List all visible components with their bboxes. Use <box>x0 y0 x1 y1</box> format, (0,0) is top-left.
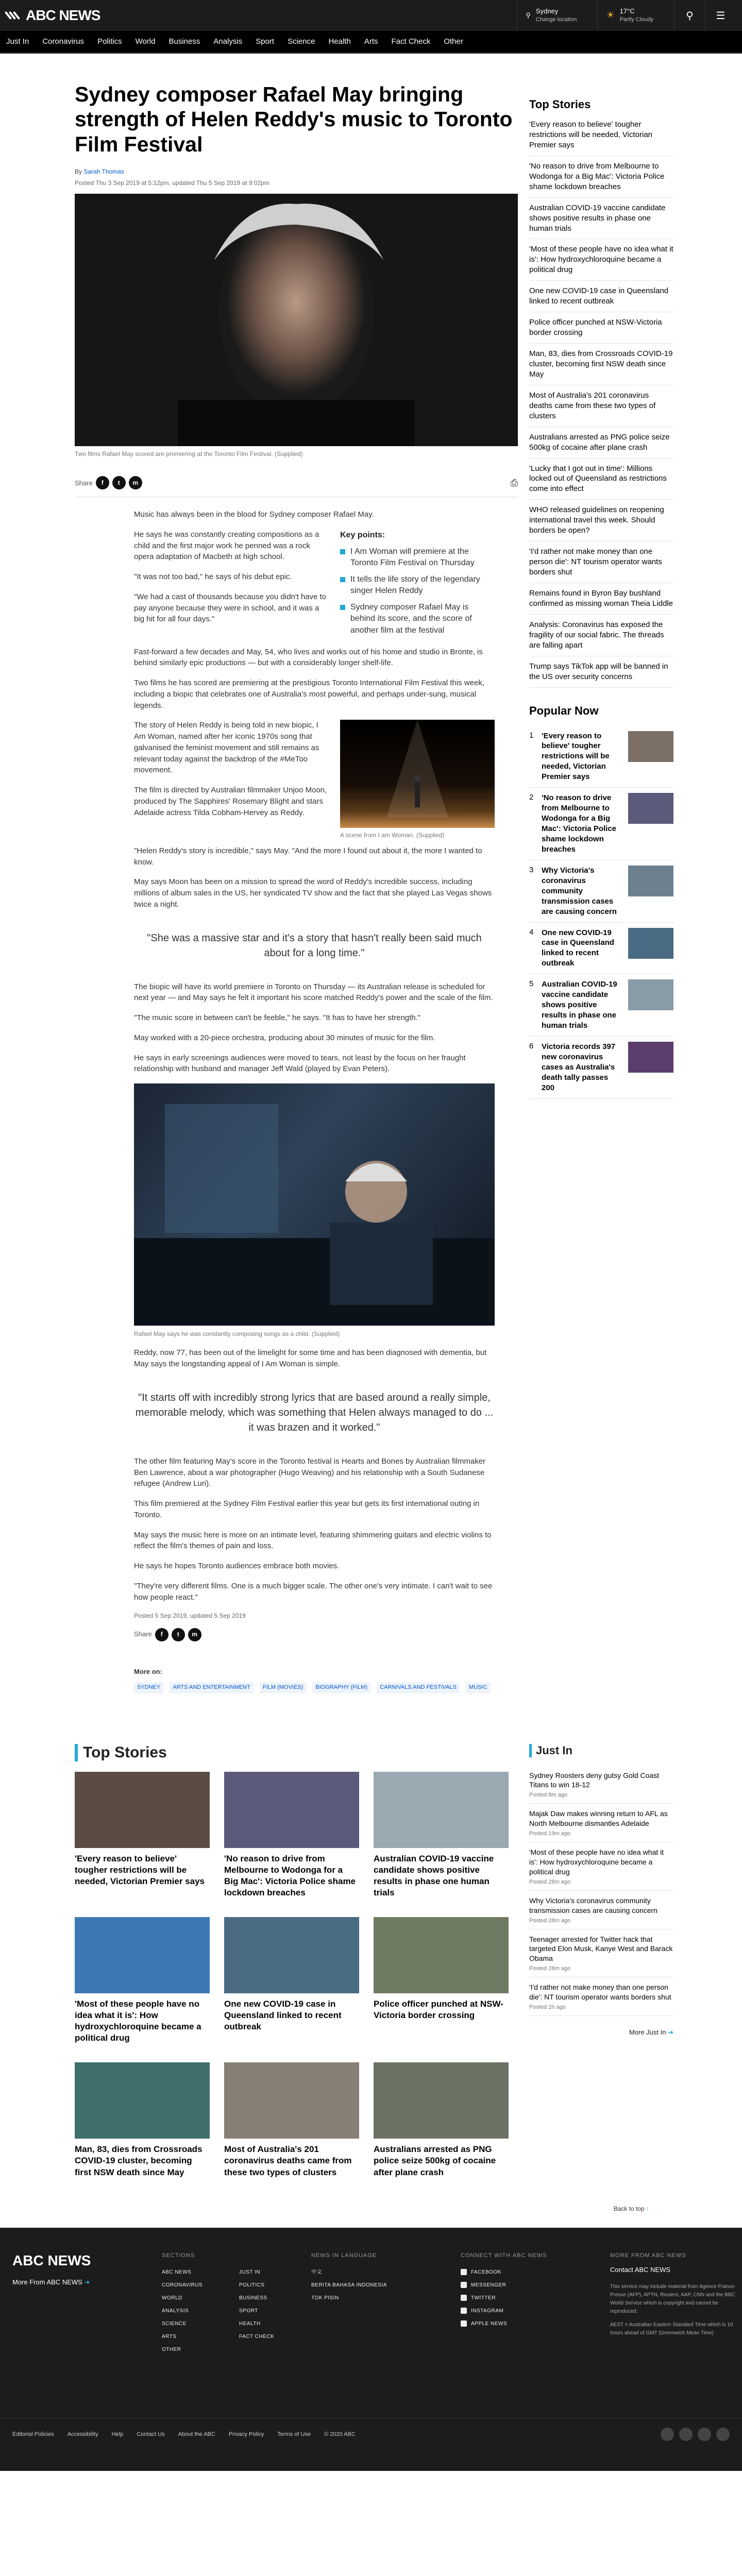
abc-logo-icon <box>6 10 22 21</box>
search-button[interactable] <box>674 0 705 31</box>
temperature: 17°C <box>619 7 635 15</box>
key-point: Sydney composer Rafael May is behind its score, and the score of another film at the festival <box>340 602 495 636</box>
just-in-heading: Just In <box>529 1744 673 1757</box>
youtube-icon[interactable] <box>716 2428 730 2441</box>
weather-condition: Partly Cloudy <box>619 16 653 23</box>
key-point: I Am Woman will premiere at the Toronto Film Festival on Thursday <box>340 546 495 569</box>
story-card[interactable]: One new COVID-19 case in Queensland linked to recent outbreak <box>224 1917 359 2044</box>
footer-connect: CONNECT WITH ABC NEWS FACEBOOK MESSENGER TWITTER INSTAGRAM APPLE NEWS <box>461 2252 610 2356</box>
popular-item[interactable]: 1 'Every reason to believe' tougher restrictions will be needed, Victorian Premier says <box>529 726 673 788</box>
weather-sun-icon: ☀ <box>606 10 615 21</box>
top-stories-grid-heading: Top Stories <box>75 1744 518 1761</box>
footer-logo[interactable]: ABC NEWS <box>12 2252 91 2268</box>
story-card[interactable]: Most of Australia's 201 coronavirus deaths came from these two types of clusters <box>224 2062 359 2178</box>
studio-photo <box>134 1083 495 1326</box>
weather-widget[interactable] <box>597 0 674 31</box>
popular-thumbnail <box>628 1042 673 1073</box>
twitter-share-icon[interactable]: t <box>112 476 126 489</box>
footer-bottom <box>0 2418 742 2450</box>
story-link[interactable]: 'Most of these people have no idea what it is': How hydroxychloroquine became a political drug <box>529 239 673 281</box>
arrow-right-icon: ➜ <box>668 2028 673 2037</box>
lower-section <box>0 1698 742 2178</box>
footer-link[interactable]: ARTS <box>162 2333 177 2340</box>
footer <box>0 2228 742 2471</box>
facebook-icon <box>461 2269 467 2275</box>
story-image <box>224 1772 359 1848</box>
stage-photo <box>340 720 495 828</box>
nav-health[interactable]: Health <box>328 37 351 46</box>
footer-link[interactable]: About the ABC <box>178 2431 215 2437</box>
share-bar: Share f t m ⎙ <box>75 476 518 497</box>
story-link[interactable]: WHO released guidelines on reopening international travel this week. Should borders be open? <box>529 500 673 541</box>
popular-now-heading: Popular Now <box>529 704 599 717</box>
article-dates: Posted Thu 3 Sep 2019 at 5:12pm, updated Thu 5 Sep 2019 at 9:02pm <box>75 179 269 187</box>
footer-sections: SECTIONS ABC NEWS CORONAVIRUS WORLD ANALYSIS SCIENCE ARTS OTHER JUST IN POLITICS BUSINESS SPORT HEALTH FACT CHECK <box>162 2252 311 2356</box>
nav-arts[interactable]: Arts <box>364 37 378 46</box>
story-image <box>75 1772 210 1848</box>
article-title: Sydney composer Rafael May bringing strength of Helen Reddy's music to Toronto Film Festival <box>75 82 513 156</box>
story-image <box>75 1917 210 1993</box>
messenger-share-icon[interactable]: m <box>129 476 142 489</box>
author-link[interactable]: Sarah Thomas <box>83 168 124 176</box>
tag-link[interactable]: ARTS AND ENTERTAINMENT <box>170 1682 253 1693</box>
footer-languages: NEWS IN LANGUAGE 中文 BERITA BAHASA INDONESIA TOK PISIN <box>311 2252 461 2356</box>
twitter-icon <box>461 2295 467 2301</box>
tag-link[interactable]: FILM (MOVIES) <box>260 1682 306 1693</box>
nav-science[interactable]: Science <box>288 37 315 46</box>
story-card[interactable]: 'No reason to drive from Melbourne to Wodonga for a Big Mac': Victoria Police shame lockdown breaches <box>224 1772 359 1899</box>
story-link[interactable]: 'Every reason to believe' tougher restrictions will be needed, Victorian Premier says <box>529 120 673 156</box>
just-in-item[interactable]: Teenager arrested for Twitter hack that targeted Elon Musk, Kanye West and Barack Obama Posted 28m ago <box>529 1929 673 1978</box>
story-link[interactable]: Analysis: Coronavirus has exposed the fragility of our social fabric. The threads are falling apart <box>529 615 673 656</box>
story-link[interactable]: Remains found in Byron Bay bushland confirmed as missing woman Theia Liddle <box>529 583 673 615</box>
footer-link[interactable]: HEALTH <box>239 2320 261 2327</box>
twitter-link[interactable]: TWITTER <box>461 2292 610 2304</box>
nav-coronavirus[interactable]: Coronavirus <box>42 37 85 46</box>
popular-now <box>529 704 673 1099</box>
popular-thumbnail <box>628 979 673 1010</box>
popular-thumbnail <box>628 793 673 824</box>
popular-thumbnail <box>628 928 673 959</box>
pull-quote: "It starts off with incredibly strong lyrics that are based around a really simple, memorable melody, which was something that Helen always managed to do ... it was brazen and it worked." <box>135 1392 494 1433</box>
just-in-item[interactable]: Why Victoria's coronavirus community transmission cases are causing concern Posted 28m ago <box>529 1891 673 1929</box>
footer-link[interactable]: ANALYSIS <box>162 2308 189 2314</box>
footer-link[interactable]: Privacy Policy <box>228 2431 264 2437</box>
key-point: It tells the life story of the legendary singer Helen Reddy <box>340 574 495 597</box>
popular-item[interactable]: 3 Why Victoria's coronavirus community transmission cases are causing concern <box>529 860 673 923</box>
messenger-icon <box>461 2282 467 2288</box>
footer-link[interactable]: POLITICS <box>239 2282 265 2288</box>
print-icon[interactable]: ⎙ <box>510 477 518 488</box>
footer-link[interactable]: CORONAVIRUS <box>162 2282 203 2288</box>
nav-sport[interactable]: Sport <box>256 37 275 46</box>
popular-item[interactable]: 2 'No reason to drive from Melbourne to Wodonga for a Big Mac': Victoria Police shame lockdown breaches <box>529 788 673 860</box>
top-stories-heading: Top Stories <box>529 98 591 111</box>
top-stories-grid <box>75 1744 518 2178</box>
instagram-icon <box>461 2308 467 2314</box>
portrait-illustration <box>75 194 518 446</box>
footer-link[interactable]: Editorial Policies <box>12 2431 54 2437</box>
footer-link[interactable]: ABC NEWS <box>162 2269 192 2275</box>
nav-world[interactable]: World <box>135 37 156 46</box>
studio-caption: Rafael May says he was constantly composing songs as a child. (Supplied) <box>134 1330 340 1337</box>
tag-link[interactable]: BIOGRAPHY (FILM) <box>312 1682 370 1693</box>
footer-link[interactable]: SCIENCE <box>162 2320 187 2327</box>
story-link[interactable]: Australian COVID-19 vaccine candidate shows positive results in phase one human trials <box>529 198 673 240</box>
search-icon: ⚲ <box>686 10 694 22</box>
footer-link[interactable]: Terms of Use <box>277 2431 311 2437</box>
topic-tags <box>134 1681 495 1698</box>
key-points: Key points: I Am Woman will premiere at the Toronto Film Festival on Thursday It tells the life story of the legendary singer Helen Reddy Sydney composer Rafael May is behind its score, and the score of another film at the festival <box>340 529 495 641</box>
facebook-link[interactable]: FACEBOOK <box>461 2266 610 2279</box>
popular-thumbnail <box>628 866 673 896</box>
main-nav <box>0 31 742 54</box>
footer-link[interactable]: TOK PISIN <box>311 2295 339 2301</box>
story-card[interactable]: 'Most of these people have no idea what it is': How hydroxychloroquine became a political drug <box>75 1917 210 2044</box>
arrow-right-icon: ➜ <box>84 2278 90 2286</box>
more-on-label: More on: <box>134 1667 162 1675</box>
story-link[interactable]: One new COVID-19 case in Queensland linked to recent outbreak <box>529 281 673 312</box>
facebook-share-icon[interactable]: f <box>155 1628 168 1641</box>
nav-politics[interactable]: Politics <box>97 37 122 46</box>
footer-link[interactable]: JUST IN <box>239 2269 261 2275</box>
story-link[interactable]: Police officer punched at NSW-Victoria border crossing <box>529 312 673 344</box>
just-in-item[interactable]: 'Most of these people have no idea what it is': How hydroxychloroquine became a political drug Posted 28m ago <box>529 1842 673 1891</box>
menu-button[interactable] <box>705 0 736 31</box>
story-link[interactable]: Man, 83, dies from Crossroads COVID-19 cluster, becoming first NSW death since May <box>529 344 673 385</box>
story-card[interactable]: Police officer punched at NSW-Victoria border crossing <box>374 1917 509 2044</box>
instagram-link[interactable]: INSTAGRAM <box>461 2304 610 2317</box>
apple-news-link[interactable]: APPLE NEWS <box>461 2317 610 2330</box>
story-card[interactable]: Australians arrested as PNG police seize 500kg of cocaine after plane crash <box>374 2062 509 2178</box>
copyright: © 2020 ABC <box>324 2431 356 2437</box>
story-image <box>75 2062 210 2139</box>
tag-link[interactable]: SYDNEY <box>134 1682 163 1693</box>
footer-link[interactable]: WORLD <box>162 2295 182 2301</box>
hamburger-menu-icon: ☰ <box>716 10 726 22</box>
pull-quote: "She was a massive star and it's a story that hasn't really been said much about for a long time." <box>147 932 482 959</box>
popular-thumbnail <box>628 731 673 762</box>
story-image <box>374 1772 509 1848</box>
story-card[interactable]: Australian COVID-19 vaccine candidate shows positive results in phase one human trials <box>374 1772 509 1899</box>
footer-link[interactable]: FACT CHECK <box>239 2333 275 2340</box>
inline-caption: A scene from I am Woman. (Supplied) <box>340 832 445 839</box>
just-in-item[interactable]: Sydney Roosters deny gutsy Gold Coast Titans to win 18-12 Posted 8m ago <box>529 1766 673 1804</box>
top-bar <box>0 0 742 31</box>
posted-date: Posted 5 Sep 2019, updated 5 Sep 2019 <box>134 1612 246 1620</box>
just-in-item[interactable]: 'I'd rather not make money than one person die': NT tourism operator wants borders shut Posted 2h ago <box>529 1977 673 2016</box>
story-image <box>374 2062 509 2139</box>
story-card[interactable]: 'Every reason to believe' tougher restrictions will be needed, Victorian Premier says <box>75 1772 210 1899</box>
hero-caption: Two films Rafael May scored are premiering at the Toronto Film Festival. (Supplied) <box>75 450 303 458</box>
story-image <box>224 2062 359 2139</box>
facebook-icon[interactable] <box>661 2428 674 2441</box>
instagram-icon[interactable] <box>698 2428 711 2441</box>
top-stories-list <box>529 120 673 688</box>
footer-link[interactable]: SPORT <box>239 2308 258 2314</box>
nav-fact-check[interactable]: Fact Check <box>391 37 431 46</box>
popular-item[interactable]: 5 Australian COVID-19 vaccine candidate shows positive results in phase one human trials <box>529 974 673 1037</box>
story-link[interactable]: 'I'd rather not make money than one person die': NT tourism operator wants borders shut <box>529 541 673 583</box>
nav-other[interactable]: Other <box>444 37 463 46</box>
nav-just-in[interactable]: Just In <box>6 37 29 46</box>
popular-item[interactable]: 6 Victoria records 397 new coronavirus cases as Australia's death tally passes 200 <box>529 1037 673 1099</box>
story-link[interactable]: Trump says TikTok app will be banned in the US over security concerns <box>529 656 673 688</box>
just-in-item[interactable]: Majak Daw makes winning return to AFL as North Melbourne dismantles Adelaide Posted 19m ago <box>529 1804 673 1842</box>
back-to-top-link[interactable]: Back to top ↑ <box>613 2205 649 2212</box>
tag-link[interactable]: MUSIC <box>466 1682 490 1693</box>
story-image <box>374 1917 509 1993</box>
footer-link[interactable]: 中文 <box>311 2269 322 2275</box>
story-link[interactable]: Most of Australia's 201 coronavirus deaths came from these two types of clusters <box>529 385 673 427</box>
nav-business[interactable]: Business <box>168 37 200 46</box>
story-card[interactable]: Man, 83, dies from Crossroads COVID-19 cluster, becoming first NSW death since May <box>75 2062 210 2178</box>
article <box>75 54 518 1698</box>
share-bar-bottom: Share f t m <box>134 1628 495 1649</box>
twitter-share-icon[interactable]: t <box>172 1628 185 1641</box>
inline-image <box>340 720 495 840</box>
more-just-in-link[interactable]: More Just In ➜ <box>629 2028 673 2037</box>
footer-link[interactable]: BERITA BAHASA INDONESIA <box>311 2282 387 2288</box>
story-link[interactable]: Australians arrested as PNG police seize 500kg of cocaine after plane crash <box>529 427 673 459</box>
footer-link[interactable]: Accessibility <box>67 2431 98 2437</box>
location-pin-icon: ⚲ <box>526 11 531 19</box>
footer-link[interactable]: BUSINESS <box>239 2295 267 2301</box>
abc-news-logo[interactable]: ABC NEWS <box>6 7 100 24</box>
twitter-icon[interactable] <box>679 2428 693 2441</box>
footer-link[interactable]: OTHER <box>162 2346 181 2352</box>
arrow-up-icon: ↑ <box>646 2205 649 2212</box>
sidebar <box>529 54 673 1698</box>
location-name: Sydney <box>535 7 559 15</box>
apple-news-icon <box>461 2320 467 2327</box>
footer-more-from: MORE FROM ABC NEWS Contact ABC NEWS This service may include material from Agence France-Presse (AFP), APTN, Reuters, AAP, CNN and the BBC World Service which is copyright and cannot be reproduced. AEST = Australian Eastern Standard Time which is 10 hours ahead of GMT (Greenwich Mean Time) <box>610 2252 739 2356</box>
location-picker[interactable] <box>517 0 597 31</box>
change-location-link[interactable]: Change location <box>535 16 577 23</box>
messenger-share-icon[interactable]: m <box>188 1628 201 1641</box>
article-body: Music has always been in the blood for Sydney composer Rafael May. Key points: I Am Woman will premiere at the Toronto Film Festival on Thursday It tells the life story of the legendary singer Helen Reddy Sydney composer Rafael May is behind its score, and the score of another film at the festival He says he was constantly creating compositions as a child and the first major work he penned was a rock opera adaptation of Macbeth at high school. "It was not too bad," he says of his debut epic. "We had a cast of thousands because you didn't have to pay anyone because they were in school, and it was a big hit for all four days." Fast-forward a few decades and May, 54, who lives and works out of his home and studio in Bronte, is behind similarly epic productions — but with a considerably longer shelf-life. Two films he has scored are premiering at the prestigious Toronto International Film Festival this week, including a biopic that celebrates one of Australia's most powerful, and perhaps under-sung, musical legends. A scene from I am Woman. (Supplied) The story of Helen Reddy is being told in new biopic, I Am Woman, named after her iconic 1970s song that galvanised the feminist movement and still remains as relevant today against the backdrop of the #MeToo movement. The film is directed by Australian filmmaker Unjoo Moon, produced by The Sapphires' Rosemary Blight and stars Adelaide actress Tilda Cobham-Hervey as Reddy. "Helen Reddy's story is incredible," says May. "And the more I found out about it, the more I wanted to know. May says Moon has been on a mission to spread the word of Reddy's incredible success, including millions of album sales in the US, her syndicated TV show and the fact that she played Las Vegas shows twice a night. "She was a massive star and it's a story that hasn't really been said much about for a long time." The biopic will have its world premiere in Toronto on Thursday — its Australian release is scheduled for next year — and May says he felt it important his score matched Reddy's power and the scale of the film. "The music score in between can't be feeble," he says. "It has to have her strength." May worked with a 20-piece orchestra, producing about 30 minutes of music for the film. He says in early screenings audiences were moved to tears, not least by the focus on her fraught relationship with husband and manager Jeff Wald (played by Evan Peters). Rafael May says he was constantly composing songs as a child. (Supplied) Reddy, now 77, has been out of the limelight for some time and has been diagnosed with dementia, but May says the longstanding appeal of I Am Woman is simple. "It starts off with incredibly strong lyrics that are based around a really simple, memorable melody, which was something that Helen always managed to do ... it was brazen and it worked." The other film featuring May's score in the Toronto festival is Hearts and Bones by Australian filmmaker Ben Lawrence, about a war photographer (Hugo Weaving) and his relationship with a South Sudanese refugee (Andrew Luri). This film premiered at the Sydney Film Festival earlier this year but gets its first international outing in Toronto. May says the music here is more on an intimate level, featuring shimmering guitars and electric violins to reflect the film's themes of pain and loss. He says he hopes Toronto audiences embrace both movies. "They're very different films. One is a much bigger scale. The other one's very intimate. I can't wait to see how people react." Posted 5 Sep 2019, updated 5 Sep 2019 Share f t m More on: SYDNEY ARTS AND ENTERTAINMENT FILM (MOVIES) BIOGRAPHY (FILM) CARNIVALS AND FESTIVALS MUSIC <box>134 497 495 1697</box>
messenger-link[interactable]: MESSENGER <box>461 2279 610 2292</box>
story-link[interactable]: 'No reason to drive from Melbourne to Wodonga for a Big Mac': Victoria Police shame lockdown breaches <box>529 156 673 198</box>
nav-analysis[interactable]: Analysis <box>213 37 243 46</box>
story-image <box>224 1917 359 1993</box>
byline: By Sarah Thomas <box>75 168 124 176</box>
contact-link[interactable]: Contact ABC NEWS <box>610 2265 671 2274</box>
tag-link[interactable]: CARNIVALS AND FESTIVALS <box>377 1682 460 1693</box>
hero-image <box>75 194 518 446</box>
footer-link[interactable]: Contact Us <box>137 2431 165 2437</box>
popular-item[interactable]: 4 One new COVID-19 case in Queensland linked to recent outbreak <box>529 923 673 975</box>
just-in <box>529 1744 673 2178</box>
facebook-share-icon[interactable]: f <box>96 476 109 489</box>
footer-link[interactable]: Help <box>111 2431 124 2437</box>
more-from-link[interactable]: More From ABC NEWS ➜ <box>12 2278 90 2286</box>
story-link[interactable]: 'Lucky that I got out in time': Millions locked out of Queensland as restrictions come into effect <box>529 459 673 500</box>
